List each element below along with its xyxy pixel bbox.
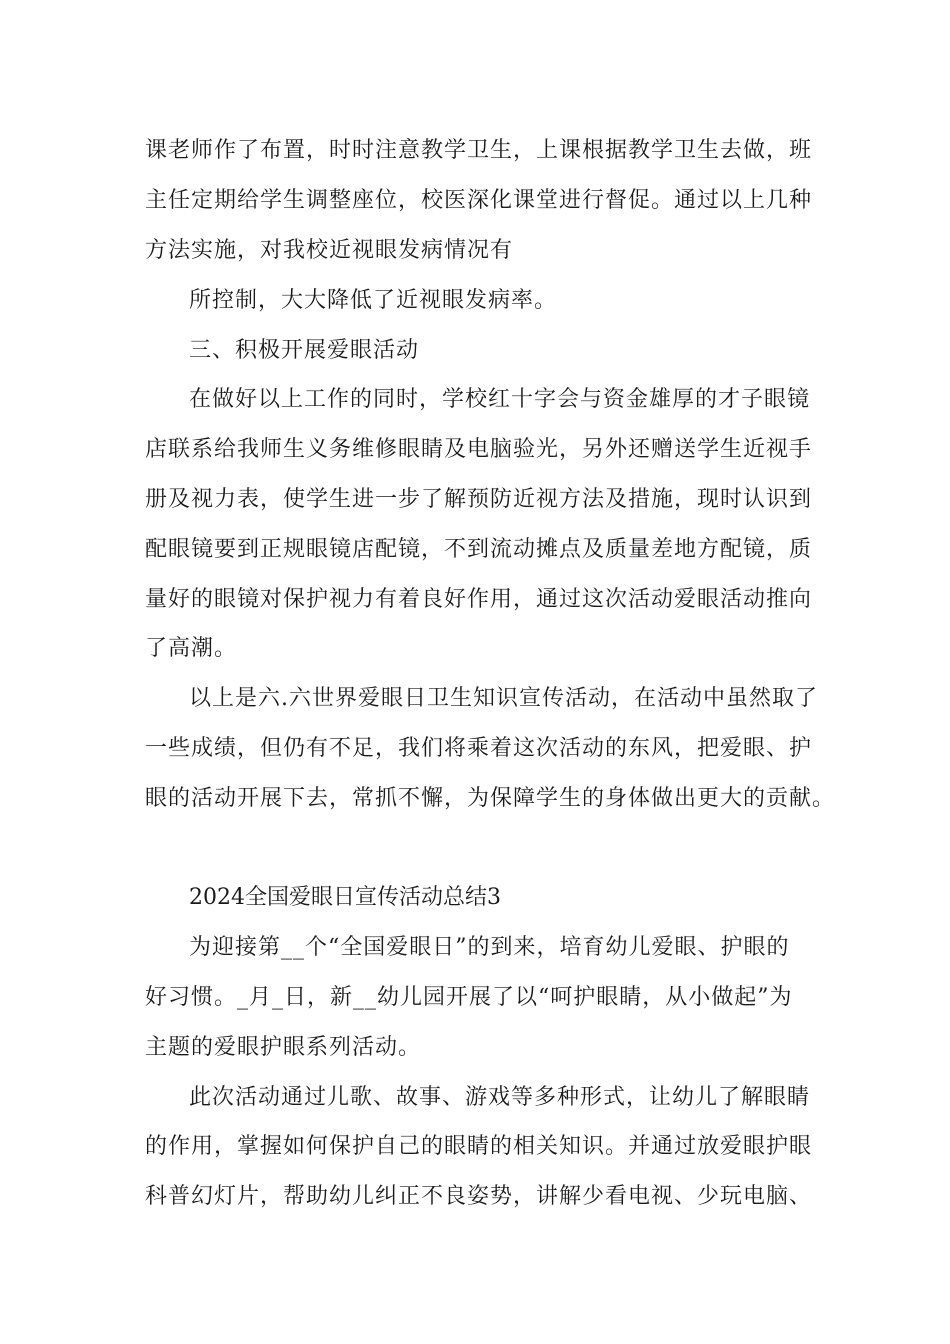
paragraph-line: 店联系给我师生义务维修眼睛及电脑验光，另外还赠送学生近视手 <box>145 437 813 462</box>
paragraph-line: 册及视力表，使学生进一步了解预防近视方法及措施，现时认识到 <box>145 487 813 512</box>
paragraph-line: 的作用，掌握如何保护自己的眼睛的相关知识。并通过放爱眼护眼 <box>145 1134 813 1159</box>
paragraph-line: 了高潮。 <box>145 636 238 661</box>
paragraph-line: 方法实施，对我校近视眼发病情况有 <box>145 238 514 263</box>
paragraph-line: 量好的眼镜对保护视力有着良好作用，通过这次活动爱眼活动推向 <box>145 587 813 612</box>
paragraph-line: 以上是六.六世界爱眼日卫生知识宣传活动，在活动中虽然取了 <box>189 686 818 711</box>
paragraph-line: 配眼镜要到正规眼镜店配镜，不到流动摊点及质量差地方配镜，质 <box>145 537 813 562</box>
section-heading: 三、积极开展爱眼活动 <box>189 338 420 363</box>
paragraph-line: 一些成绩，但仍有不足，我们将乘着这次活动的东风，把爱眼、护 <box>145 736 813 761</box>
paragraph-line: 课老师作了布置，时时注意教学卫生，上课根据教学卫生去做，班 <box>145 138 813 163</box>
paragraph-line: 科普幻灯片，帮助幼儿纠正不良姿势，讲解少看电视、少玩电脑、 <box>145 1184 813 1209</box>
paragraph-line: 好习惯。_月_日，新__幼儿园开展了以“呵护眼睛，从小做起”为 <box>145 985 793 1010</box>
paragraph-line: 所控制，大大降低了近视眼发病率。 <box>189 288 558 313</box>
paragraph-line: 在做好以上工作的同时，学校红十字会与资金雄厚的才子眼镜 <box>189 387 811 412</box>
section-title: 2024全国爱眼日宣传活动总结3 <box>189 885 501 910</box>
paragraph-line: 为迎接第__个“全国爱眼日”的到来，培育幼儿爱眼、护眼的 <box>189 935 790 960</box>
paragraph-line: 主题的爱眼护眼系列活动。 <box>145 1035 422 1060</box>
paragraph-line: 此次活动通过儿歌、故事、游戏等多种形式，让幼儿了解眼睛 <box>189 1085 811 1110</box>
paragraph-line: 眼的活动开展下去，常抓不懈，为保障学生的身体做出更大的贡献。 <box>145 786 836 811</box>
paragraph-line: 主任定期给学生调整座位，校医深化课堂进行督促。通过以上几种 <box>145 188 813 213</box>
